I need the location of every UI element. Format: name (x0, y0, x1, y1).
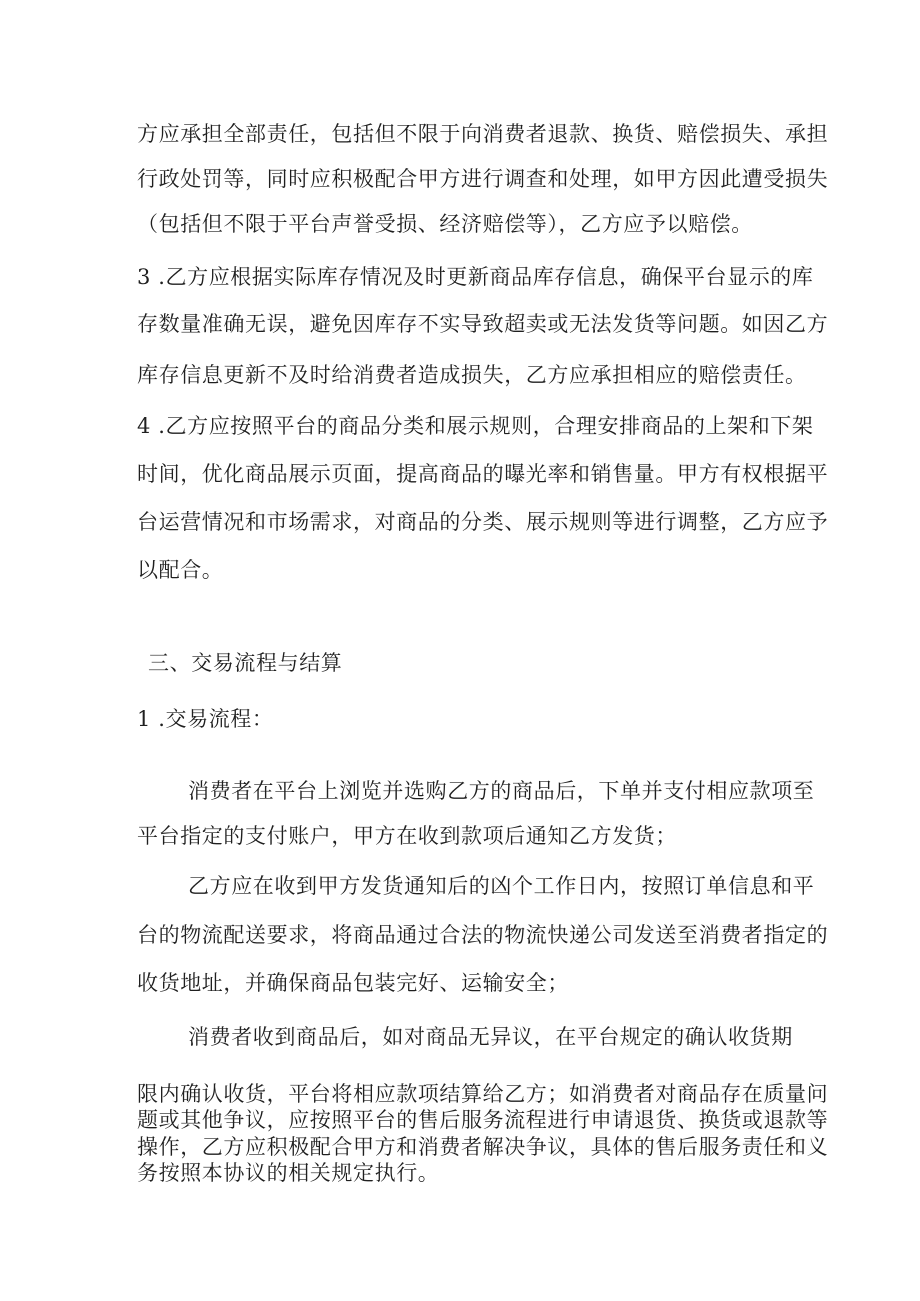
flow-paragraph-3-line-3: 题或其他争议，应按照平台的售后服务流程进行申请退货、换货或退款等 (137, 1108, 829, 1132)
clause-4-line-1: 4 .乙方应按照平台的商品分类和展示规则，合理安排商品的上架和下架 (137, 414, 814, 438)
clause-4-line-4: 以配合。 (137, 558, 224, 582)
clause-4-line-3: 台运营情况和市场需求，对商品的分类、展示规则等进行调整，乙方应予 (137, 510, 829, 534)
paragraph-line-1: 方应承担全部责任，包括但不限于向消费者退款、换货、赔偿损失、承担 (137, 122, 829, 146)
clause-4-line-2: 时间，优化商品展示页面，提高商品的曝光率和销售量。甲方有权根据平 (137, 462, 829, 486)
clause-3-line-3: 库存信息更新不及时给消费者造成损失，乙方应承担相应的赔偿责任。 (137, 363, 807, 387)
flow-paragraph-3-line-1: 消费者收到商品后，如对商品无异议，在平台规定的确认收货期 (188, 1025, 793, 1049)
flow-paragraph-1-line-2: 平台指定的支付账户，甲方在收到款项后通知乙方发货； (137, 824, 677, 848)
clause-3-line-1: 3 .乙方应根据实际库存情况及时更新商品库存信息，确保平台显示的库 (137, 265, 814, 289)
flow-paragraph-2-line-3: 收货地址，并确保商品包装完好、运输安全； (137, 971, 569, 995)
flow-paragraph-1-line-1: 消费者在平台上浏览并选购乙方的商品后，下单并支付相应款项至 (188, 779, 815, 803)
flow-paragraph-2-line-2: 台的物流配送要求，将商品通过合法的物流快递公司发送至消费者指定的 (137, 923, 829, 947)
clause-3-line-2: 存数量准确无误，避免因库存不实导致超卖或无法发货等问题。如因乙方 (137, 312, 829, 336)
section-heading: 三、交易流程与结算 (148, 651, 343, 675)
flow-paragraph-3-line-2: 限内确认收货，平台将相应款项结算给乙方；如消费者对商品存在质量问 (137, 1082, 829, 1106)
flow-paragraph-3-line-4: 操作，乙方应积极配合甲方和消费者解决争议，具体的售后服务责任和义 (137, 1135, 829, 1159)
flow-paragraph-2-line-1: 乙方应在收到甲方发货通知后的凶个工作日内，按照订单信息和平 (188, 874, 815, 898)
flow-paragraph-3-line-5: 务按照本协议的相关规定执行。 (137, 1161, 440, 1185)
subsection-heading: 1 .交易流程： (137, 707, 274, 731)
paragraph-line-2: 行政处罚等，同时应积极配合甲方进行调查和处理，如甲方因此遭受损失 (137, 167, 829, 191)
paragraph-line-3: （包括但不限于平台声誉受损、经济赔偿等），乙方应予以赔偿。 (137, 212, 753, 236)
